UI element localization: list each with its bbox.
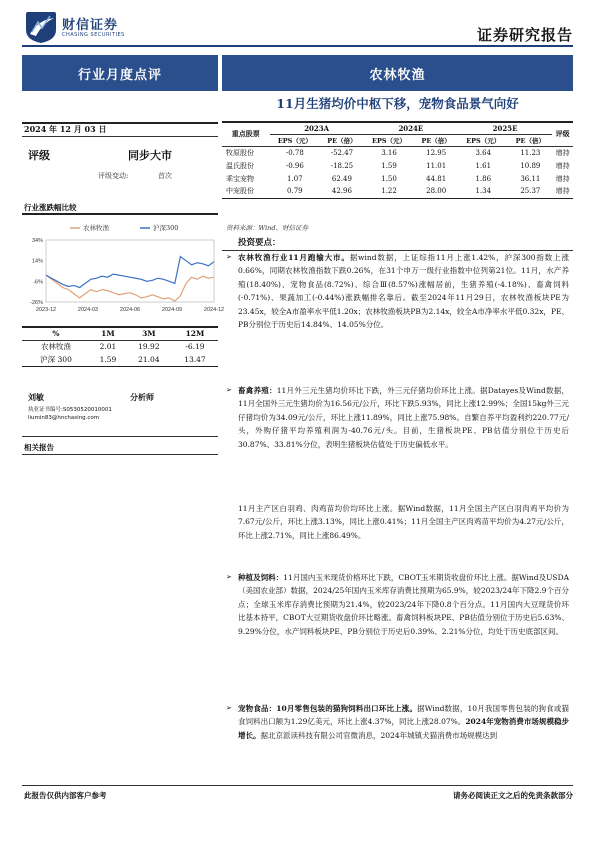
table-row [22, 340, 218, 353]
paragraph-body: 据Wind数据，10月我国零售包装的狗食或猫食饲料出口额为1.29亿美元，环比上涨4.37%，同比上涨28.07%。 [238, 704, 569, 727]
report-title: 11月生猪均价中枢下移，宠物食品景气向好 [276, 96, 519, 111]
table-cell: 牧原股份 [226, 148, 254, 157]
table-header-cell: 12M [172, 327, 218, 340]
performance-table [22, 326, 218, 367]
table-cell: 1.34 [458, 185, 509, 198]
table-row [222, 185, 573, 198]
table-header-cell: PE（倍） [414, 134, 458, 146]
logo-en-text: CHASING SECURITIES [62, 32, 125, 38]
table-header-cell: % [22, 327, 90, 340]
paragraph-lead: 农林牧渔行业11月跑输大市。 [238, 253, 350, 262]
company-logo [24, 10, 134, 46]
table-cell: -18.25 [330, 161, 354, 170]
rating-change-label: 评级变动: [98, 172, 129, 180]
key-stocks-table [222, 121, 573, 199]
table-cell: 沪深 300 [22, 353, 90, 366]
table-header-cell: EPS（元） [364, 134, 415, 146]
paragraph-body: 据北京派读科技有限公司官微消息，2024年城镇犬猫消费市场规模达到 [260, 730, 498, 740]
table-cell: 3.16 [381, 148, 397, 157]
table-cell: 62.49 [331, 174, 352, 183]
table-header-cell: PE（倍） [320, 134, 364, 146]
investment-highlights-title: 投资要点： [238, 238, 281, 248]
footer-disclaimer-left: 此报告仅供内部客户参考 [24, 791, 107, 800]
paragraph-crops-feed [238, 571, 569, 638]
bullet-arrow-icon: ➢ [226, 704, 232, 712]
rating-value: 同步大市 [128, 149, 172, 162]
table-header-cell: 3M [126, 327, 172, 340]
paragraph-body: 据wind数据，上证综指11月上涨1.42%，沪深300指数上涨0.66%，同期农林牧渔指数下跌0.26%，在31个申万一级行业指数中位列第21位。11月，水产养殖(18.40%)、宠物食品(8.72%)、综合Ⅲ(8.57%)涨幅居前，生猪养殖(-4.18%)、畜禽饲料(-0.71%)、果蔬加工(-0.44%)涨跌幅排名靠后。截至2024年11月29日，农林牧渔板块PE为23.45x，较全A市盈率水平低1.20x；农林牧渔板块PB为2.14x，较全A市净率水平低0.32x，PE、PB分别位于历史后14.84%、14.05%分位。 [238, 253, 569, 330]
bullet-arrow-icon: ➢ [226, 386, 232, 394]
table-header-cell: 2023A [270, 122, 364, 134]
table-cell: -6.19 [185, 342, 205, 352]
table-cell: 1.07 [287, 174, 303, 183]
table-cell: 1.61 [475, 161, 492, 170]
table-cell: 中宠股份 [222, 185, 270, 198]
table-row [22, 353, 218, 366]
y-tick-label: 34% [31, 238, 43, 244]
paragraph-pet-food [238, 702, 569, 742]
paragraph-body: 11月主产区白羽鸡、肉鸡苗均价均环比上涨。据Wind数据，11月全国主产区白羽肉鸡平均价为7.67元/公斤，环比上涨3.13%，同比上涨0.41%；11月全国主产区肉鸡苗平均价为4.27元/公斤，环比上涨2.71%，同比上涨86.49%。 [238, 504, 569, 540]
x-tick-label: 2024-12 [203, 307, 225, 313]
paragraph-lead: 宠物食品：10月零售包装的猫狗饲料出口环比上涨。 [238, 704, 418, 713]
table-cell: 10.89 [520, 161, 541, 170]
table-cell: 农林牧渔 [41, 342, 71, 352]
table-cell: 增持 [555, 161, 570, 170]
table-cell: 28.00 [414, 185, 458, 198]
divider [22, 136, 218, 137]
footer-disclaimer-right: 请务必阅读正文之后的免责条款部分 [453, 791, 573, 800]
table-cell: 温氏股份 [226, 161, 254, 170]
table-header-cell: 2024E [364, 122, 458, 134]
logo-cn-text: 财信证券 [62, 18, 119, 33]
legend-label: 农林牧渔 [83, 224, 109, 232]
paragraph-market [238, 251, 569, 331]
table-row [222, 146, 573, 159]
paragraph-lead: 2024年宠物消费市场规模稳步增长。 [238, 717, 570, 740]
analyst-name: 刘敏 [28, 392, 44, 402]
chart-x-ticks [36, 307, 224, 313]
y-tick-label: 14% [31, 258, 43, 265]
table-cell: 19.92 [138, 342, 160, 352]
table-header-cell: EPS（元） [270, 134, 321, 146]
table-row [222, 159, 573, 172]
x-tick-label: 2024-09 [161, 307, 183, 313]
table-cell: 21.04 [126, 353, 172, 366]
header-divider [22, 45, 573, 47]
performance-section-title: 行业涨跌幅比较 [24, 203, 77, 212]
chart-y-ticks [30, 238, 43, 306]
paragraph-lead: 种植及饲料： [238, 573, 284, 582]
analyst-cert: 执业证书编号:S0530520010001 [28, 407, 112, 413]
table-cell: -0.96 [285, 161, 304, 170]
paragraph-body: 11月外三元生猪均价环比下跌，外三元仔猪均价环比上涨。据Datayes及Wind数据，11月全国外三元生猪均价为16.56元/公斤，环比下跌5.93%，同比上涨12.99%；全国15kg外三元仔猪均价为34.09元/公斤，环比上涨11.89%，同比上涨75.98%。自繁自养平均盈利约220.77元/头，外购仔猪平均养殖利润为-40.76元/头。目前，生猪板块PE、PB估值分别位于历史后30.87%、33.81%分位，表明生猪板块估值处于历史偏低水平。 [238, 386, 569, 449]
table-cell: 11.01 [426, 161, 447, 170]
table-cell: 36.11 [520, 174, 541, 183]
table-header-cell: 评级 [552, 122, 573, 146]
rating-change-value: 首次 [158, 172, 172, 180]
table-cell: 1.59 [90, 353, 126, 366]
table-cell: 增持 [552, 185, 573, 198]
series-line-1 [46, 257, 214, 288]
table-cell: 1.59 [381, 161, 397, 170]
x-tick-label: 2024-03 [77, 307, 99, 313]
table-cell: 44.81 [426, 174, 447, 183]
table-header-cell: 重点股票 [222, 122, 270, 146]
logo-mark-icon [24, 10, 58, 44]
table-header-cell: 1M [90, 327, 126, 340]
analyst-email-link[interactable]: liumin83@hnchasing.com [28, 415, 100, 421]
table-cell: 1.22 [364, 185, 415, 198]
analyst-title: 分析师 [130, 392, 154, 402]
table-cell: 42.96 [320, 185, 364, 198]
paragraph-livestock [238, 384, 569, 451]
table-cell: 0.79 [270, 185, 321, 198]
legend-label: 沪深300 [153, 224, 179, 232]
chart-series [46, 257, 214, 301]
x-tick-label: 2023-12 [35, 307, 57, 313]
table-cell: 25.37 [509, 185, 553, 198]
rating-label: 评级 [28, 149, 50, 162]
divider [22, 213, 218, 215]
related-reports-title: 相关报告 [24, 443, 54, 452]
chart-legend [70, 223, 178, 232]
performance-chart [22, 218, 225, 318]
bullet-arrow-icon: ➢ [226, 253, 232, 261]
table-cell: 乖宝宠物 [226, 174, 254, 183]
table-cell: -0.78 [285, 148, 304, 157]
paragraph-body: 11月国内玉米现货价格环比下跌，CBOT玉米期货收盘价环比上涨。据Wind及USDA（美国农业部）数据，2024/25年国内玉米库存消费比预期为65.9%，较2023/24年下降2.9个百分点；全球玉米库存消费比预期为21.4%，较2023/24年下降0.8个百分点。11月国内大豆现货价环比基本持平，CBOT大豆期货收盘价环比略涨。畜禽饲料板块PE、PB估值分别位于历史后5.63%、9.29%分位，水产饲料板块PE、PB分别位于历史后0.39%、2.21%分位，均处于历史底部区间。 [238, 573, 570, 636]
bullet-arrow-icon: ➢ [226, 573, 232, 581]
table-cell: 12.95 [426, 148, 447, 157]
table-row [222, 172, 573, 185]
table-cell: 11.23 [520, 148, 541, 157]
table-cell: 13.47 [172, 353, 218, 366]
doc-type-label: 证券研究报告 [476, 26, 573, 44]
table-header-cell: EPS（元） [458, 134, 509, 146]
divider [22, 454, 218, 455]
table-cell: 增持 [555, 174, 570, 183]
table-cell: 1.50 [381, 174, 397, 183]
divider [22, 436, 218, 437]
table-cell: 1.86 [475, 174, 492, 183]
x-tick-label: 2024-06 [119, 307, 141, 313]
report-category-banner: 行业月度点评 [22, 55, 218, 91]
paragraph-lead: 畜禽养殖： [238, 386, 277, 395]
table-cell: 增持 [555, 148, 570, 157]
y-tick-label: -6% [33, 279, 43, 286]
y-tick-label: -26% [30, 300, 43, 306]
source-note: 资料来源：Wind、财信证券 [226, 224, 308, 232]
footer-divider [22, 785, 573, 786]
report-date: 2024 年 12 月 03 日 [24, 124, 107, 134]
paragraph-poultry [238, 502, 569, 542]
industry-banner: 农林牧渔 [222, 55, 573, 91]
table-header-cell: 2025E [458, 122, 552, 134]
table-header-cell: PE（倍） [509, 134, 553, 146]
series-line-0 [46, 275, 214, 301]
table-cell: -52.47 [330, 148, 354, 157]
table-cell: 2.01 [99, 342, 117, 352]
table-cell: 3.64 [475, 148, 492, 157]
